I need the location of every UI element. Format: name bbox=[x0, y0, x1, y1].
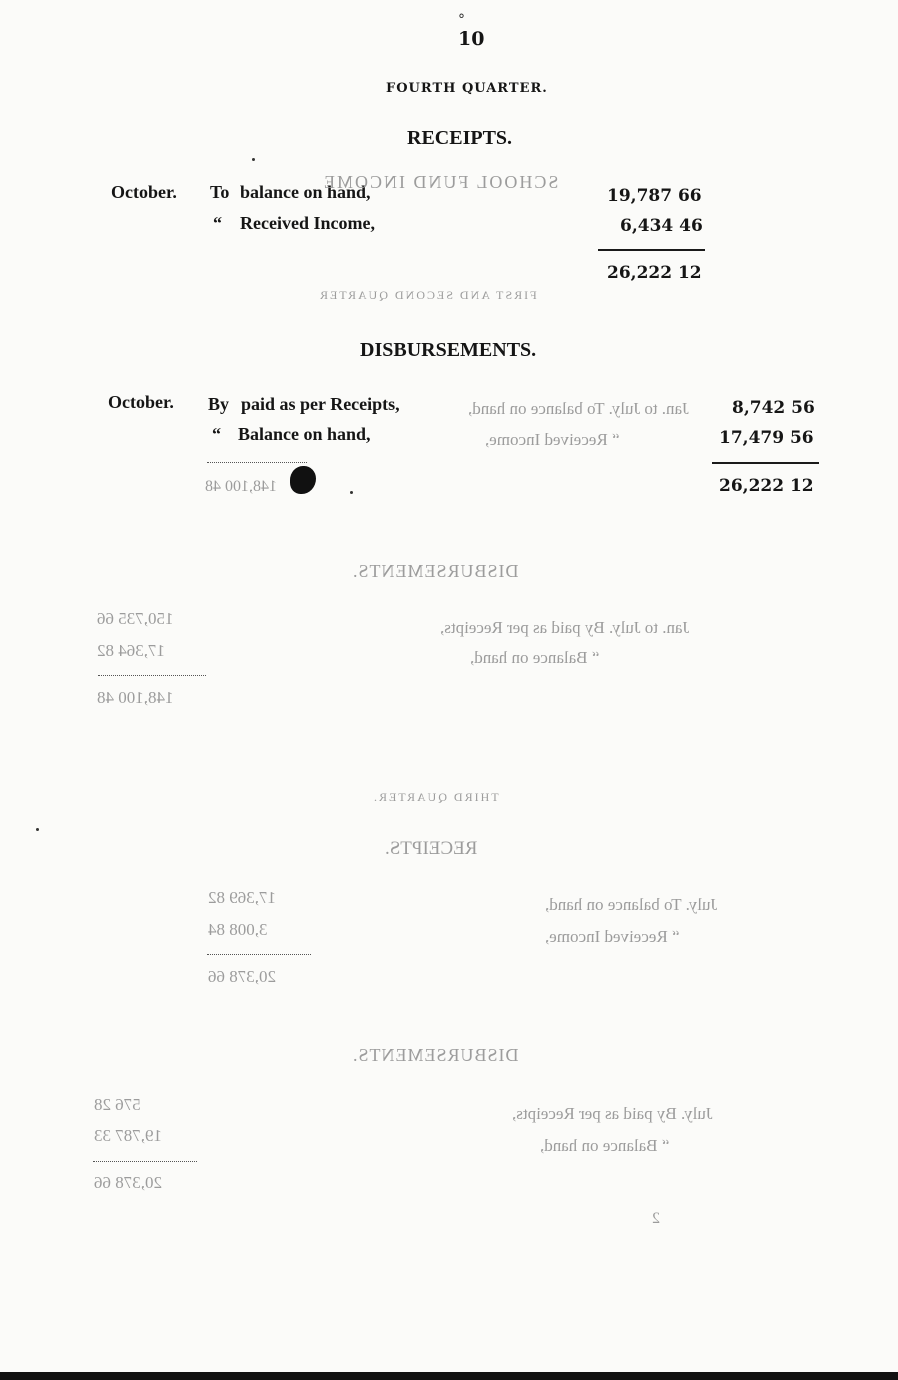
ghost-amt-6: 20,378 66 bbox=[208, 967, 276, 986]
ghost-amt-header: 148,100 48 bbox=[205, 478, 277, 495]
disbursements-total-rule bbox=[712, 462, 819, 464]
receipts-row-2-prefix: “ bbox=[213, 213, 222, 233]
disbursements-row-2-prefix: “ bbox=[212, 424, 221, 444]
ghost-amt-4: 17,369 82 bbox=[208, 888, 276, 907]
ghost-amt-8: 19,787 33 bbox=[94, 1126, 162, 1145]
ghost-jan-july-3: Jan. to July. By paid as per Receipts, bbox=[440, 618, 690, 637]
ghost-july-4: “ Balance on hand, bbox=[540, 1136, 670, 1155]
receipts-row-1-month: October. bbox=[111, 182, 177, 202]
ghost-third-quarter: THIRD QUARTER. bbox=[372, 790, 499, 804]
speck bbox=[36, 828, 39, 831]
ghost-rule bbox=[93, 1161, 197, 1162]
disbursements-row-1-prefix: By bbox=[208, 394, 230, 414]
ghost-jan-july-1: Jan. to July. To balance on hand, bbox=[468, 399, 689, 418]
ghost-july-3: July. By paid as per Receipts, bbox=[512, 1104, 713, 1123]
ghost-rule bbox=[98, 675, 206, 676]
disbursements-heading: DISBURSEMENTS. bbox=[360, 339, 537, 361]
disbursements-row-1-text: paid as per Receipts, bbox=[241, 394, 400, 414]
scan-edge bbox=[0, 1372, 898, 1380]
page-number: 10 bbox=[458, 28, 485, 50]
ghost-receipts-heading: RECEIPTS. bbox=[385, 838, 478, 859]
ghost-amt-7: 576 28 bbox=[94, 1095, 141, 1114]
receipts-total-rule bbox=[598, 249, 705, 251]
ghost-amt-1: 150,735 66 bbox=[97, 609, 174, 628]
ghost-disb-heading-2: DISBURSEMENTS. bbox=[352, 1045, 519, 1065]
speck bbox=[350, 491, 353, 494]
disbursements-row-1-amount: 8,742 56 bbox=[732, 398, 815, 418]
disbursements-total: 26,222 12 bbox=[719, 476, 814, 496]
receipts-total: 26,222 12 bbox=[607, 263, 702, 283]
receipts-row-2-amount: 6,434 46 bbox=[620, 216, 703, 236]
ghost-disb-heading-1: DISBURSEMENTS. bbox=[352, 561, 519, 581]
section-title: FOURTH QUARTER. bbox=[386, 81, 548, 96]
ghost-jan-july-4: “ Balance on hand, bbox=[470, 648, 600, 667]
ghost-july-1: July. To balance on hand, bbox=[545, 895, 718, 914]
disbursements-row-2-amount: 17,479 56 bbox=[719, 428, 814, 448]
ghost-july-2: “ Received Income, bbox=[545, 927, 680, 946]
ghost-rule bbox=[207, 462, 307, 463]
receipts-heading: RECEIPTS. bbox=[407, 127, 513, 149]
ghost-rule bbox=[207, 954, 311, 955]
ghost-amt-3: 148,100 48 bbox=[97, 688, 174, 707]
ghost-first-second: FIRST AND SECOND QUARTER bbox=[318, 288, 537, 302]
ghost-amt-5: 3,008 84 bbox=[208, 920, 268, 939]
ghost-amt-2: 17,364 82 bbox=[97, 641, 165, 660]
page-number-mark: ° bbox=[458, 12, 465, 28]
disbursements-row-1-month: October. bbox=[108, 392, 174, 412]
ink-blot bbox=[290, 466, 316, 494]
ghost-jan-july-2: “ Received Income, bbox=[485, 430, 620, 449]
disbursements-row-2-text: Balance on hand, bbox=[238, 424, 371, 444]
ghost-signature-mark: 2 bbox=[652, 1210, 660, 1227]
speck bbox=[252, 158, 255, 161]
receipts-row-1-text: balance on hand, bbox=[240, 182, 371, 202]
ghost-school-fund: SCHOOL FUND INCOME bbox=[322, 172, 559, 192]
receipts-row-1-prefix: To bbox=[210, 182, 230, 202]
receipts-row-2-text: Received Income, bbox=[240, 213, 375, 233]
receipts-row-1-amount: 19,787 66 bbox=[607, 186, 702, 206]
ghost-amt-9: 20,378 66 bbox=[94, 1173, 162, 1192]
